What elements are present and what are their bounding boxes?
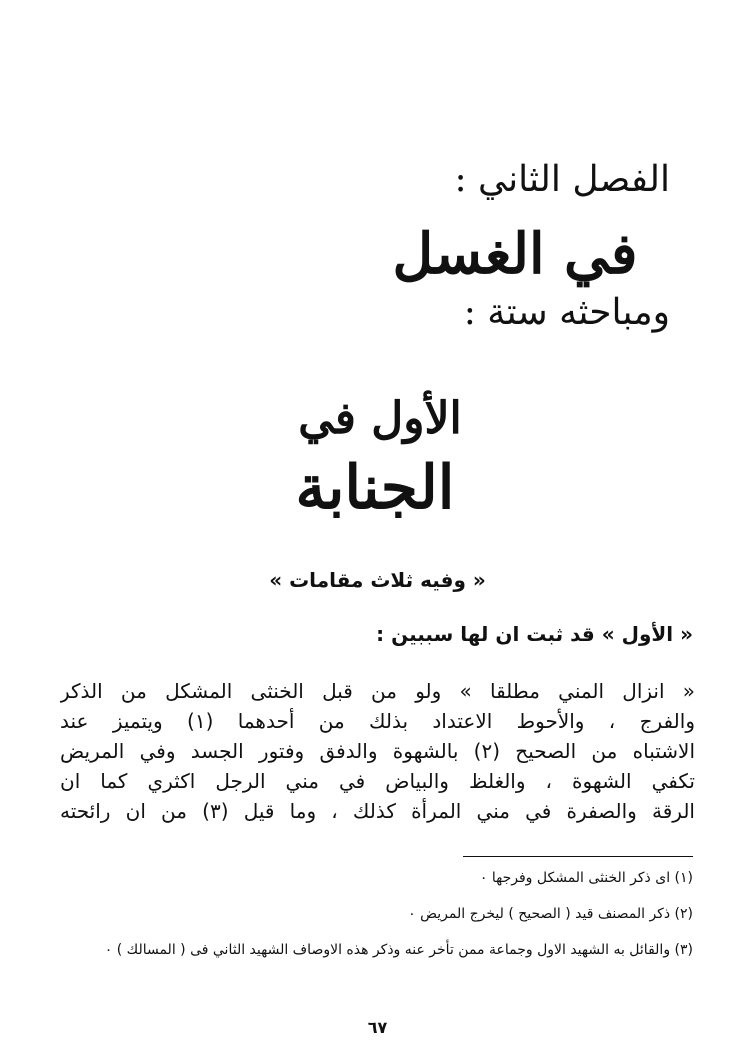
footnote-divider [463,856,693,857]
chapter-sections: ومباحثه ستة : [463,292,670,333]
footnote: (٣) والقائل به الشهيد الاول وجماعة ممن تأخر عنه وذكر هذه الاوصاف الشهيد الثاني فى ( المسالك ) ٠ [104,942,693,958]
body-line: « انزال المني مطلقا » ولو من قبل الخنثى المشكل من الذكر [60,679,695,703]
body-line: الرقة والصفرة في مني المرأة كذلك ، وما قيل (٣) من ان رائحته [60,799,695,823]
body-line: والفرج ، والأحوط الاعتداد بذلك من أحدهما (١) ويتميز عند [60,709,695,733]
body-line: الاشتباه من الصحيح (٢) بالشهوة والدفق وفتور الجسد وفي المريض [60,739,695,763]
chapter-subject: في الغسل [392,221,638,287]
chapter-label: الفصل الثاني : [454,159,670,200]
section-topic-title: الجنابة [295,453,455,523]
body-paragraph [60,676,695,826]
footnote: (٢) ذكر المصنف قيد ( الصحيح ) ليخرج المريض ٠ [408,906,693,922]
footnotes [58,868,693,960]
section-intro: « وفيه ثلاث مقامات » [269,568,486,592]
section-first-title: الأول في [298,393,462,444]
page-number: ٦٧ [367,1018,388,1037]
body-line: تكفي الشهوة ، والغلظ والبياض في مني الرجل اكثري كما ان [60,769,695,793]
first-maqam-heading: « الأول » قد ثبت ان لها سببين : [376,622,693,646]
footnote: (١) اى ذكر الخنثى المشكل وفرجها ٠ [479,870,693,886]
